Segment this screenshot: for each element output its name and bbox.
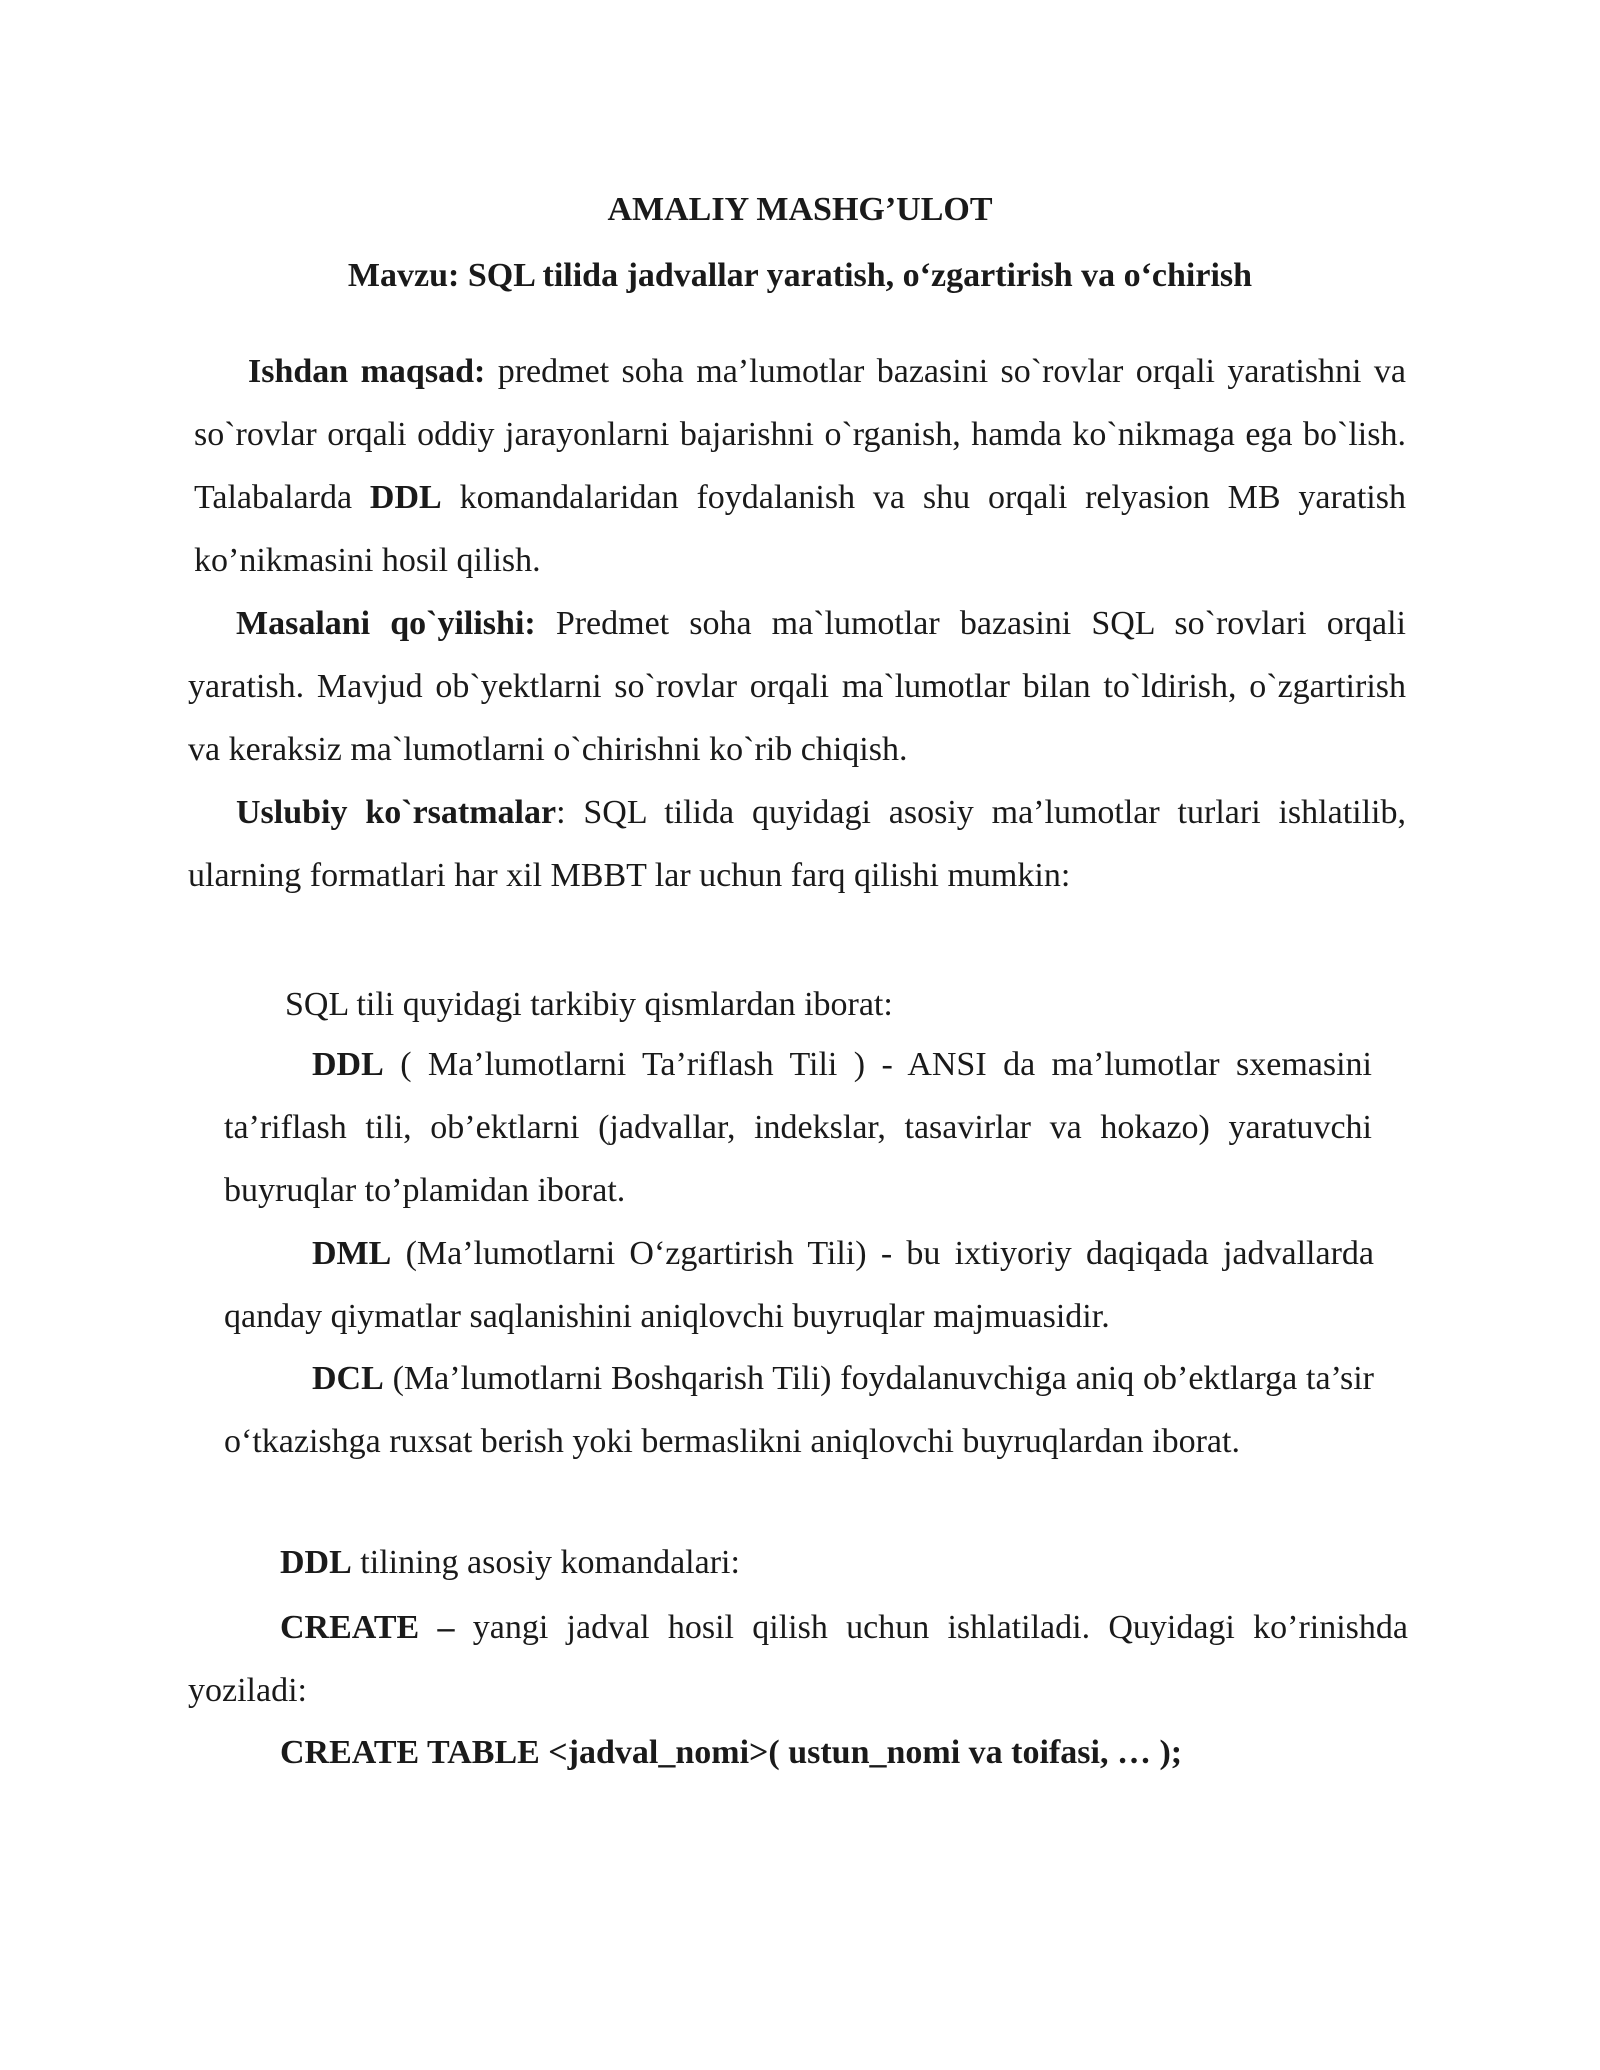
goal-text: predmet soha ma’lumotlar bazasini so`rovlar orqali yaratishni va so`rovlar orqali oddiy jarayonlarni bajarishni o`rganish, hamda ko`nikmaga ega bo`lish. Talabalarda [194,353,1406,516]
ddl-commands-text: tilining asosiy komandalari: [351,1544,740,1581]
ddl-item-paragraph [224,1033,1372,1222]
create-term: CREATE – [280,1609,455,1646]
guidelines-text: : SQL tilida quyidagi asosiy ma’lumotlar turlari ishlatilib, ularning formatlari har xil MBBT lar uchun farq qilishi mumkin: [188,794,1406,894]
ddl-item-text: ( Ma’lumotlarni Ta’riflash Tili ) - ANSI da ma’lumotlar sxemasini ta’riflash tili, ob’ektlarni (jadvallar, indekslar, tasavirlar va hokazo) yaratuvchi buyruqlar to’plamidan iborat. [224,1046,1372,1209]
document-title: AMALIY MASHG’ULOT [607,191,993,228]
goal-text-after: komandalaridan foydalanish va shu orqali relyasion MB yaratish ko’nikmasini hosil qilish. [194,479,1406,579]
problem-text: Predmet soha ma`lumotlar bazasini SQL so`rovlari orqali yaratish. Mavjud ob`yektlarni so`rovlar orqali ma`lumotlar bilan to`ldirish, o`zgartirish va keraksiz ma`lumotlarni o`chirishni ko`rib chiqish. [188,605,1406,768]
dml-item-paragraph [224,1222,1374,1348]
create-paragraph [188,1596,1408,1722]
create-syntax-text: CREATE TABLE <jadval_nomi>( ustun_nomi va toifasi, … ); [280,1734,1183,1771]
dcl-item-text: (Ma’lumotlarni Boshqarish Tili) foydalanuvchiga aniq ob’ektlarga ta’sir o‘tkazishga ruxsat berish yoki bermaslikni aniqlovchi buyruqlardan iborat. [224,1360,1374,1460]
goal-label: Ishdan maqsad: [248,353,486,390]
dcl-item-term: DCL [312,1360,384,1397]
problem-paragraph [188,592,1406,781]
ddl-commands-term: DDL [280,1544,352,1581]
problem-label: Masalani qo`yilishi: [236,605,536,642]
goal-ddl-term: DDL [369,479,442,516]
parts-intro: SQL tili quyidagi tarkibiy qismlardan iborat: [285,986,893,1023]
ddl-commands-line [280,1543,740,1583]
dml-item-term: DML [312,1235,392,1272]
dml-item-text: (Ma’lumotlarni O‘zgartirish Tili) - bu ixtiyoriy daqiqada jadvallarda qanday qiymatlar saqlanishini aniqlovchi buyruqlar majmuasidir. [224,1235,1374,1335]
document-subtitle: Mavzu: SQL tilida jadvallar yaratish, o‘zgartirish va o‘chirish [347,257,1253,294]
create-text: yangi jadval hosil qilish uchun ishlatiladi. Quyidagi ko’rinishda yoziladi: [188,1609,1409,1709]
guidelines-label: Uslubiy ko`rsatmalar [236,794,557,831]
guidelines-paragraph [188,781,1406,907]
ddl-item-term: DDL [312,1046,384,1083]
create-syntax [280,1733,1182,1773]
goal-paragraph [194,340,1406,592]
dcl-item-paragraph [224,1347,1374,1473]
